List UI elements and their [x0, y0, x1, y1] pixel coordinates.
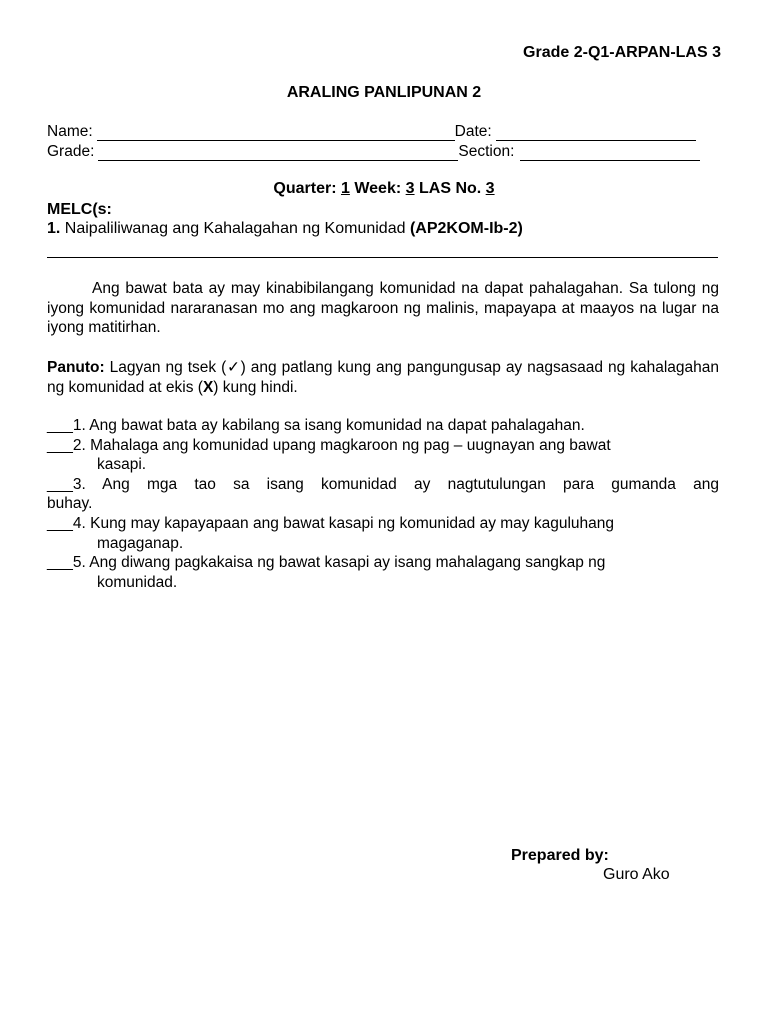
date-field[interactable]	[496, 125, 696, 141]
x-mark: X	[202, 378, 214, 396]
document-title: ARALING PANLIPUNAN 2	[286, 84, 482, 101]
melc-heading: MELC(s:	[47, 201, 112, 218]
name-date-row	[47, 122, 719, 141]
quarter-line: Quarter: 1 Week: 3 LAS No. 3	[273, 180, 495, 197]
list-item: ___3. Ang mga tao sa isang komunidad ay nagtutulungan para gumanda ang	[47, 476, 719, 493]
week-value: 3	[405, 180, 415, 197]
list-item: ___2. Mahalaga ang komunidad upang magkaroon ng pag – uugnayan ang bawat	[47, 437, 611, 454]
answer-blank[interactable]: ___	[47, 476, 73, 493]
section-label: Section:	[458, 143, 515, 160]
teacher-name: Guro Ako	[603, 866, 670, 883]
list-item: ___4. Kung may kapayapaan ang bawat kasapi ng komunidad ay may kaguluhang	[47, 515, 615, 532]
list-item-continuation: buhay.	[47, 495, 93, 512]
intro-paragraph: Ang bawat bata ay may kinabibilangang komunidad na dapat pahalagahan. Sa tulong ng iyong komunidad nararanasan mo ang magkaroon ng malinis, mapayapa at maayos na lugar na iyong matitirhan.	[47, 280, 719, 337]
instructions: Panuto: Lagyan ng tsek (✓) ang patlang kung ang pangungusap ay nagsasaad ng kahalagahan ng komunidad at ekis (X) kung hindi.	[47, 359, 719, 396]
date-label: Date:	[454, 123, 492, 140]
list-item-continuation: kasapi.	[97, 456, 147, 473]
name-label: Name:	[47, 123, 93, 140]
answer-blank[interactable]: ___	[47, 417, 73, 434]
check-mark: ✓	[226, 359, 241, 376]
melc-competency: 1. Naipaliliwanag ang Kahalagahan ng Komunidad (AP2KOM-Ib-2)	[47, 220, 523, 237]
answer-blank[interactable]: ___	[47, 554, 73, 571]
document-code: Grade 2-Q1-ARPAN-LAS 3	[523, 44, 721, 61]
list-item: ___1. Ang bawat bata ay kabilang sa isang komunidad na dapat pahalagahan.	[47, 417, 585, 434]
list-item: ___5. Ang diwang pagkakaisa ng bawat kasapi ay isang mahalagang sangkap ng	[47, 554, 606, 571]
answer-blank[interactable]: ___	[47, 515, 73, 532]
list-item-continuation: magaganap.	[97, 535, 184, 552]
quarter-value: 1	[340, 180, 350, 197]
grade-field[interactable]	[98, 145, 458, 161]
divider	[47, 257, 718, 258]
name-field[interactable]	[97, 125, 455, 141]
grade-section-row	[47, 142, 719, 161]
las-value: 3	[485, 180, 495, 197]
grade-label: Grade:	[47, 143, 95, 160]
section-field[interactable]	[520, 145, 700, 161]
instructions-label: Panuto:	[47, 359, 105, 376]
answer-blank[interactable]: ___	[47, 437, 73, 454]
prepared-by-label: Prepared by:	[511, 847, 609, 864]
list-item-continuation: komunidad.	[97, 574, 178, 591]
